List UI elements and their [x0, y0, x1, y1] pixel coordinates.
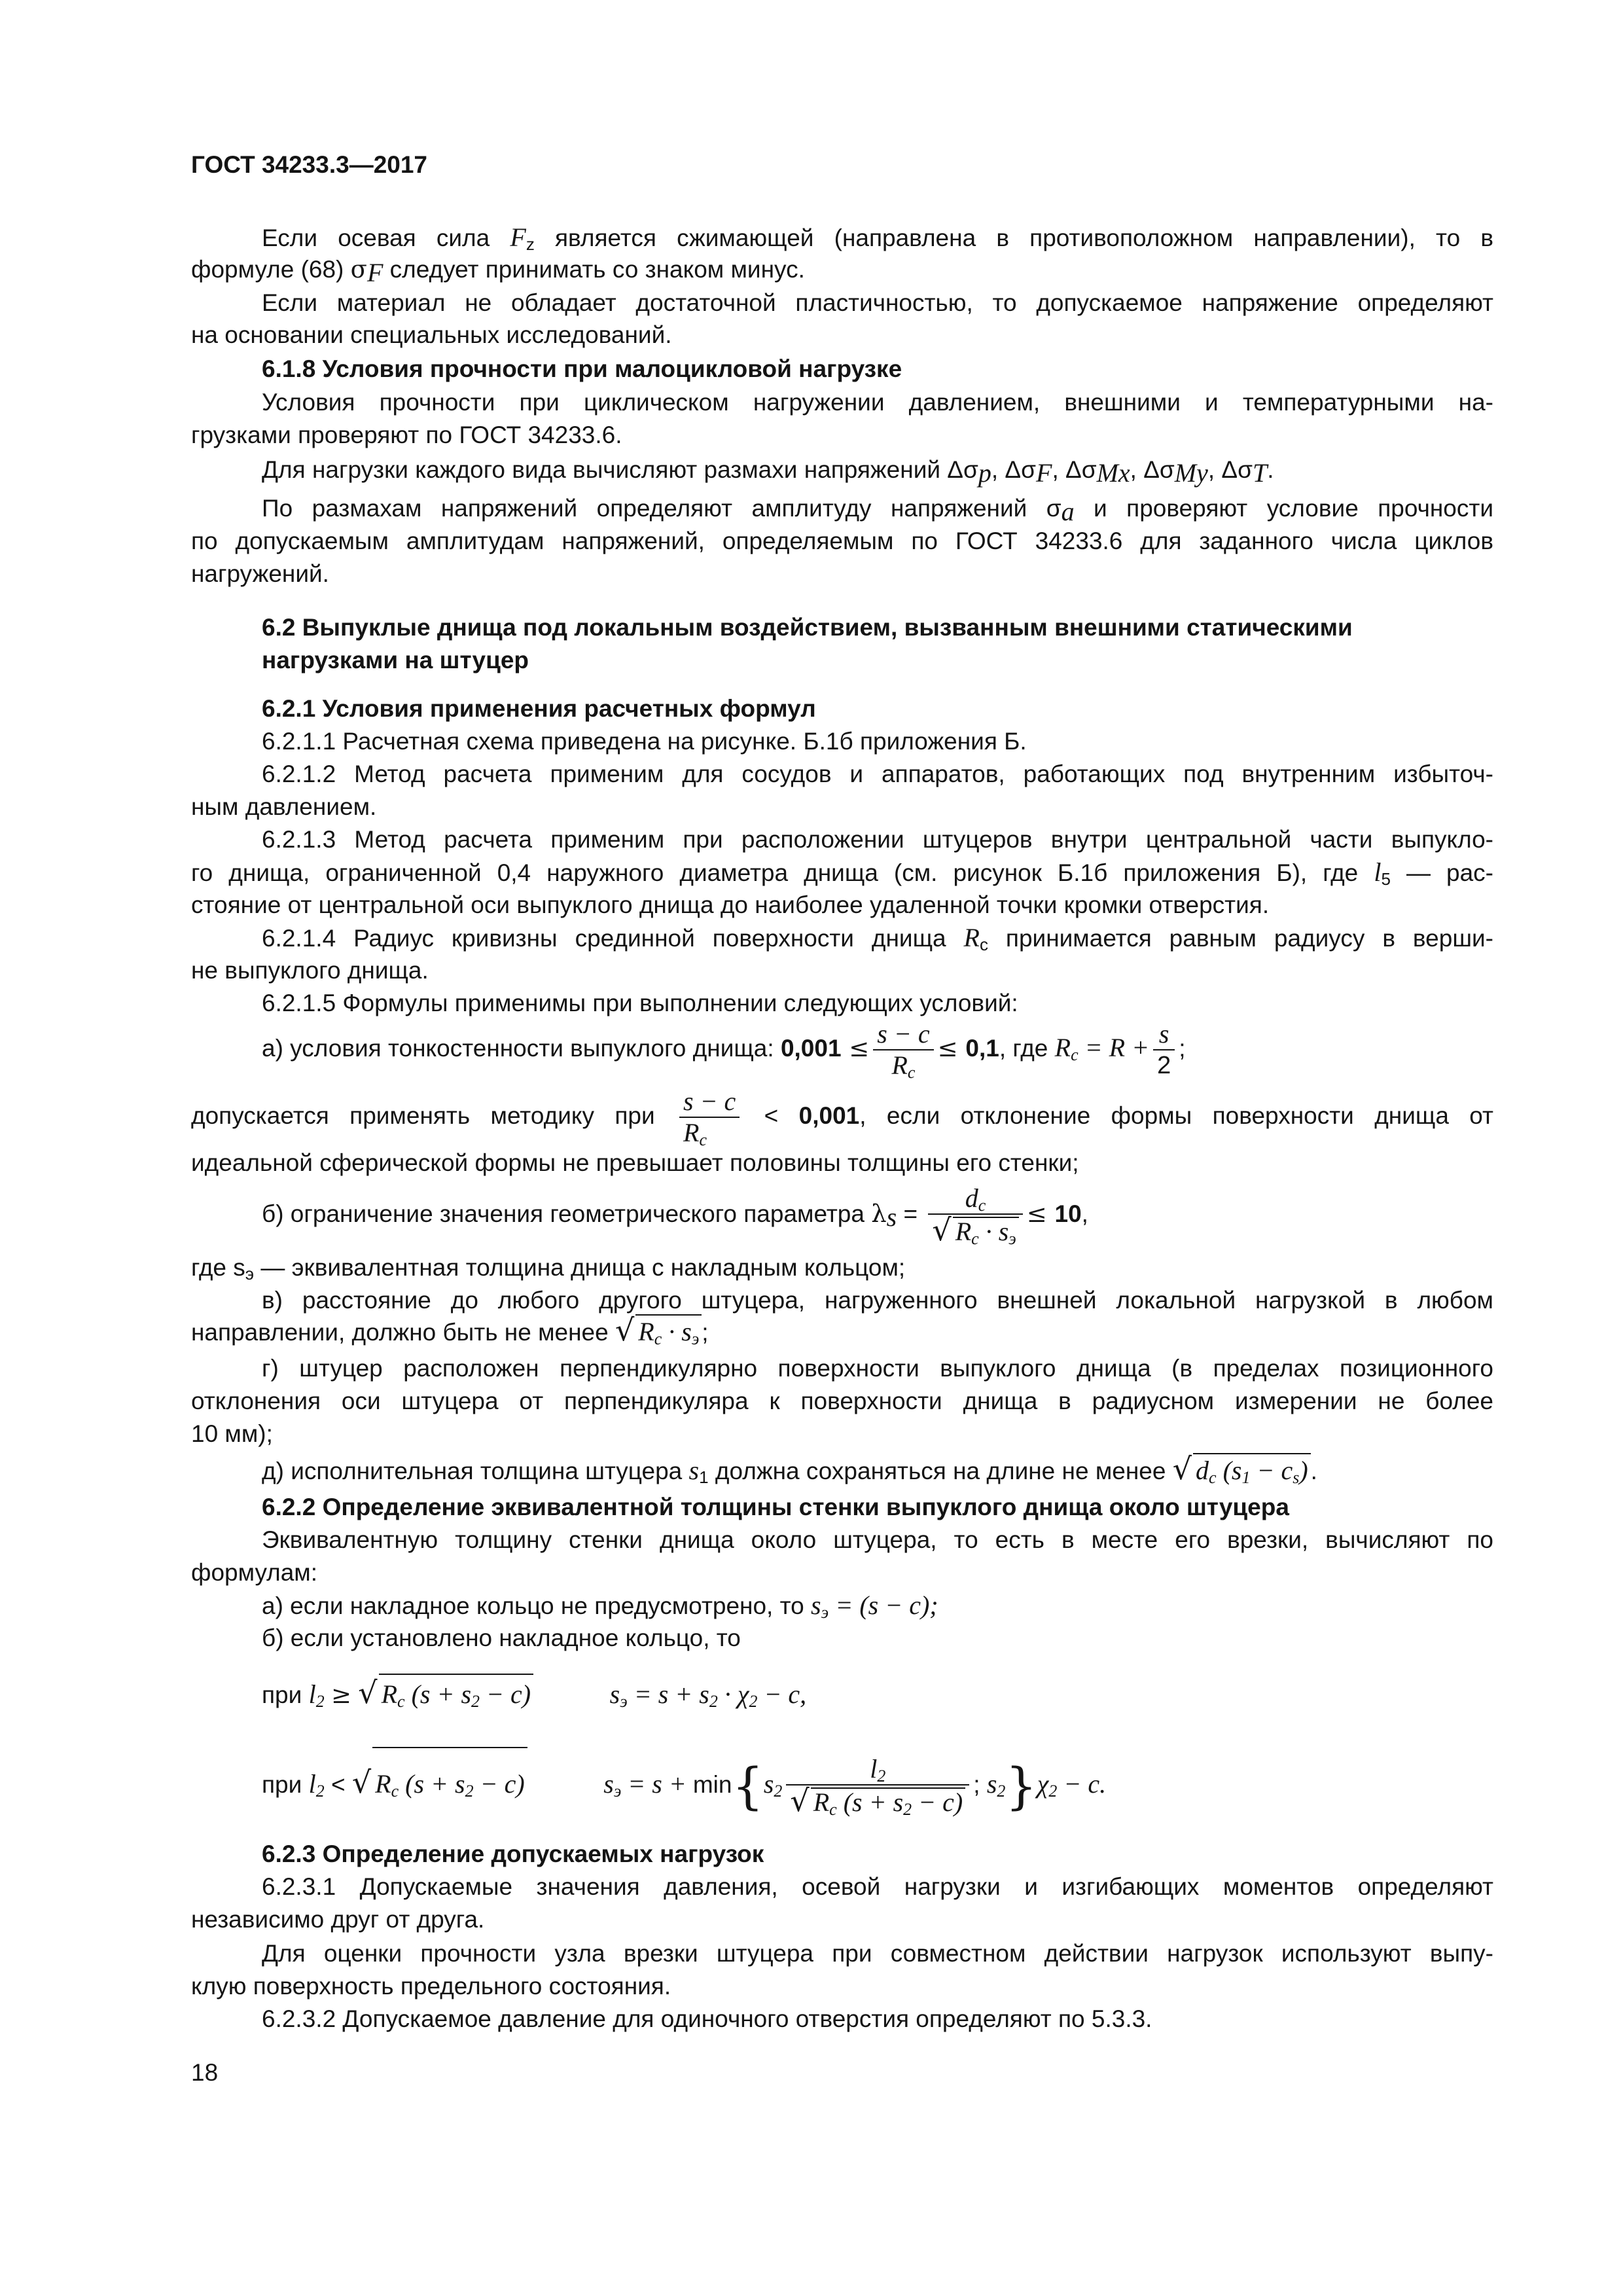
paragraph-material: Если материал не обладает достаточной пластичностью, то допускаемое напряжение определяют	[262, 289, 1493, 316]
paragraph-amplitude-cont: по допускаемым амплитудам напряжений, определяемым по ГОСТ 34233.6 для заданного числа циклов	[191, 528, 1493, 554]
clause-6-2-3-2: 6.2.3.2 Допускаемое давление для одиночного отверстия определяют по 5.3.3.	[262, 2005, 1152, 2032]
paragraph-axial-force-cont: формуле (68) $\sigma_F$ следует принимать со знаком минус.	[191, 255, 805, 287]
paragraph-equivalent-thickness-cont: формулам:	[191, 1559, 318, 1586]
clause-6-2-1-2-cont: ным давлением.	[191, 793, 377, 820]
clause-6-2-1-3-cont: го днища, ограниченной 0,4 наружного диаметра днища (см. рисунок Б.1б приложения Б), где $l_5$ — рас-	[191, 857, 1493, 889]
condition-a: а) условия тонкостенности выпуклого днища: 0,001 ≤ $\frac{s - c}{R_c}$ ≤ 0,1, где $R_c = R$ + $\frac{s}{2}$ ;	[262, 1019, 1186, 1083]
section-heading-6-2-3: 6.2.3 Определение допускаемых нагрузок	[262, 1840, 764, 1867]
paragraph-equivalent-thickness: Эквивалентную толщину стенки днища около штуцера, то есть в месте его врезки, вычисляют по	[262, 1526, 1493, 1553]
page-number: 18	[191, 2059, 219, 2086]
paragraph-cyclic: Условия прочности при циклическом нагружении давлением, внешними и температурными на-	[262, 389, 1493, 416]
where-se: где $s_э$ — эквивалентная толщина днища с накладным кольцом;	[191, 1254, 906, 1283]
case-a: а) если накладное кольцо не предусмотрено, то $s_э = (s - c)$;	[262, 1590, 938, 1622]
clause-6-2-1-5: 6.2.1.5 Формулы применимы при выполнении следующих условий:	[262, 990, 1018, 1016]
paragraph-axial-force: Если осевая сила $F_z$ является сжимающей (направлена в противоположном направлении), то в	[262, 223, 1493, 254]
clause-6-2-1-3: 6.2.1.3 Метод расчета применим при расположении штуцеров внутри центральной части выпукло-	[262, 826, 1493, 853]
section-heading-6-1-8: 6.1.8 Условия прочности при малоцикловой нагрузке	[262, 355, 902, 382]
document-header: ГОСТ 34233.3—2017	[191, 151, 428, 178]
case-b: б) если установлено накладное кольцо, то	[262, 1624, 741, 1651]
condition-g-cont: отклонения оси штуцера от перпендикуляра к поверхности днища в радиусном измерении не более	[191, 1388, 1493, 1414]
paragraph-stress-ranges: Для нагрузки каждого вида вычисляют размахи напряжений $\Delta\sigma_p$, $\Delta\sigma_F$, $\Delta\sigma_{Mx}$, $\Delta\sigma_{My}$, $\Delta\sigma_T$.	[262, 456, 1274, 488]
condition-d: д) исполнительная толщина штуцера $s_1$ должна сохраняться на длине не менее √ $d_c$ $(s_1 - c_s)$ .	[262, 1451, 1317, 1487]
paragraph-material-cont: на основании специальных исследований.	[191, 321, 672, 348]
clause-6-2-3-1: 6.2.3.1 Допускаемые значения давления, осевой нагрузки и изгибающих моментов определяют	[262, 1873, 1493, 1900]
paragraph-amplitude: По размахам напряжений определяют амплитуду напряжений $\sigma_a$ и проверяют условие прочности	[262, 495, 1493, 526]
formula-l2-ge: при $l_2$ ≥ √ $R_c$ $(s + s_2 - c)$ $s_э = s + s_2 \cdot \chi_2 - c$,	[262, 1673, 1493, 1712]
clause-6-2-1-2: 6.2.1.2 Метод расчета применим для сосудов и аппаратов, работающих под внутренним избыточ-	[262, 761, 1493, 787]
condition-a-allowance-cont: идеальной сферической формы не превышает половины толщины его стенки;	[191, 1149, 1079, 1176]
section-heading-6-2-cont: нагрузками на штуцер	[262, 647, 529, 673]
clause-6-2-1-3-end: стояние от центральной оси выпуклого днища до наиболее удаленной точки кромки отверстия.	[191, 891, 1270, 918]
condition-v-cont: направлении, должно быть не менее √ $R_c \cdot s_э$ ;	[191, 1312, 709, 1348]
paragraph-limit-surface: Для оценки прочности узла врезки штуцера при совместном действии нагрузок используют выпу-	[262, 1940, 1493, 1967]
clause-6-2-1-4: 6.2.1.4 Радиус кривизны срединной поверхности днища $R_c$ принимается равным радиусу в верши-	[262, 923, 1493, 954]
condition-v: в) расстояние до любого другого штуцера, нагруженного внешней локальной нагрузкой в любом	[262, 1287, 1493, 1314]
clause-6-2-1-4-cont: не выпуклого днища.	[191, 957, 429, 984]
section-heading-6-2-1: 6.2.1 Условия применения расчетных формул	[262, 695, 816, 722]
condition-b: б) ограничение значения геометрического параметра $\lambda_s$ = $\frac{d_c}{√ R_c \cdot s_э}$ ≤ 10,	[262, 1183, 1088, 1249]
paragraph-limit-surface-cont: клую поверхность предельного состояния.	[191, 1973, 671, 2000]
paragraph-cyclic-cont: грузками проверяют по ГОСТ 34233.6.	[191, 422, 622, 448]
condition-a-allowance: допускается применять методику при $\frac{s - c}{R_c}$ < 0,001, если отклонение формы поверхности днища от	[191, 1086, 1493, 1150]
clause-6-2-1-1: 6.2.1.1 Расчетная схема приведена на рисунке. Б.1б приложения Б.	[262, 728, 1027, 755]
section-heading-6-2: 6.2 Выпуклые днища под локальным воздействием, вызванным внешними статическими	[262, 614, 1353, 641]
condition-g-end: 10 мм);	[191, 1420, 273, 1447]
paragraph-amplitude-end: нагружений.	[191, 560, 329, 587]
section-heading-6-2-2: 6.2.2 Определение эквивалентной толщины стенки выпуклого днища около штуцера	[262, 1494, 1289, 1520]
clause-6-2-3-1-cont: независимо друг от друга.	[191, 1906, 485, 1933]
condition-g: г) штуцер расположен перпендикулярно поверхности выпуклого днища (в пределах позиционного	[262, 1355, 1493, 1382]
formula-l2-lt: при $l_2$ < √ $R_c$ $(s + s_2 - c)$ $s_э = s + \min\{s_2$ $\frac{l_2}{√ R_c (s + s_2 - c)}$ ; $s_2\}\chi_2 - c$.	[262, 1746, 1493, 1818]
